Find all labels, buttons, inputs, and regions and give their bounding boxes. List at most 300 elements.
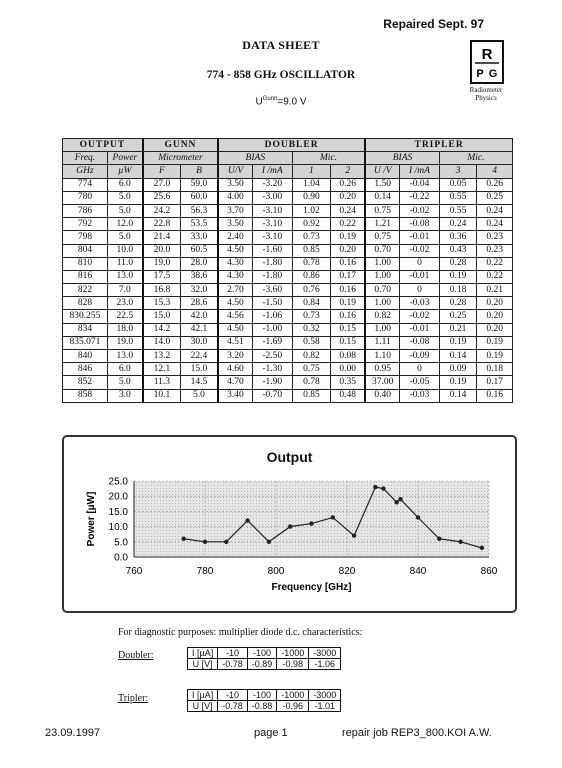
unit-header-cell: 3 [439, 165, 477, 178]
x-tick-label: 780 [196, 566, 214, 577]
svg-text:P: P [476, 68, 484, 80]
data-point [203, 540, 207, 544]
table-cell: 852 [63, 376, 108, 389]
rpg-logo [470, 40, 504, 84]
table-cell: 25.6 [143, 191, 181, 204]
data-point [458, 540, 462, 544]
ugunn-note: $U^{Gunn}=9.0$ V [255, 96, 307, 108]
table-cell: 780 [63, 191, 108, 204]
table-row [63, 284, 513, 297]
doubler-u-label: U [V] [188, 659, 218, 670]
table-cell: 835.071 [63, 336, 108, 349]
table-cell: 0.21 [477, 284, 513, 297]
table-row [63, 231, 513, 244]
table-cell: 3.40 [218, 389, 252, 402]
group-tripler: TRIPLER [365, 139, 512, 152]
tripler-table [187, 689, 341, 712]
footer-date: 23.09.1997 [45, 727, 101, 739]
doubler-i-row [188, 648, 341, 659]
table-cell: 22.8 [143, 218, 181, 231]
table-cell: 0.20 [477, 297, 513, 310]
table-cell: 4.30 [218, 270, 252, 283]
table-cell: -3.10 [252, 218, 292, 231]
tripler-u-cell: -0.88 [247, 701, 277, 712]
data-point [309, 521, 313, 525]
table-cell: 0.40 [365, 389, 399, 402]
table-cell: 3.50 [218, 218, 252, 231]
table-cell: 828 [63, 297, 108, 310]
table-cell: 10.1 [143, 389, 181, 402]
table-cell: -1.80 [252, 257, 292, 270]
table-cell: 14.0 [143, 336, 181, 349]
table-cell: 0.14 [439, 389, 477, 402]
table-row [63, 178, 513, 191]
table-cell: 0.28 [439, 297, 477, 310]
data-point [398, 497, 402, 501]
table-cell: 15.0 [143, 310, 181, 323]
doubler-u-cell: -0.78 [218, 659, 248, 670]
table-cell: 0.25 [477, 191, 513, 204]
table-cell: -2.50 [252, 350, 292, 363]
table-cell: 0.73 [292, 231, 331, 244]
table-cell: 33.0 [180, 231, 218, 244]
table-cell: 0.16 [331, 257, 365, 270]
table-cell: 20.0 [143, 244, 181, 257]
table-cell: 0.85 [292, 244, 331, 257]
table-cell: 858 [63, 389, 108, 402]
table-body [63, 178, 513, 402]
data-point [480, 546, 484, 550]
table-cell: 0.00 [331, 363, 365, 376]
table-row [63, 204, 513, 217]
table-cell: 60.0 [180, 191, 218, 204]
table-row [63, 389, 513, 402]
table-cell: 1.00 [365, 270, 399, 283]
table-cell: 1.50 [365, 178, 399, 191]
y-tick-label: 0.0 [114, 552, 128, 564]
y-axis-label: Power [µW] [86, 491, 97, 547]
y-tick-label: 20.0 [108, 491, 128, 503]
table-cell: 1.00 [365, 257, 399, 270]
table-cell: 0.19 [331, 297, 365, 310]
table-cell: 11.3 [143, 376, 181, 389]
table-sub-header-row [63, 152, 513, 165]
data-point [224, 540, 228, 544]
table-cell: 0.19 [477, 350, 513, 363]
table-cell: -0.09 [400, 350, 440, 363]
table-cell: 0.24 [477, 218, 513, 231]
table-row [63, 350, 513, 363]
table-cell: -3.00 [252, 191, 292, 204]
doubler-table [187, 647, 341, 670]
table-cell: 0.24 [439, 218, 477, 231]
table-cell: 804 [63, 244, 108, 257]
table-cell: -0.02 [400, 204, 440, 217]
table-cell: 0.78 [292, 376, 331, 389]
table-cell: 0.25 [439, 310, 477, 323]
unit-header-cell: I /mA [400, 165, 440, 178]
table-cell: 786 [63, 204, 108, 217]
table-cell: 28.0 [180, 257, 218, 270]
table-cell: 840 [63, 350, 108, 363]
table-cell: 42.0 [180, 310, 218, 323]
table-cell: 2.40 [218, 231, 252, 244]
table-cell: 0.73 [292, 310, 331, 323]
table-cell: 0.17 [331, 270, 365, 283]
table-cell: 32.0 [180, 284, 218, 297]
table-cell: 0.28 [439, 257, 477, 270]
data-point [267, 540, 271, 544]
table-cell: 14.5 [180, 376, 218, 389]
table-row [63, 244, 513, 257]
table-cell: 0.86 [292, 270, 331, 283]
unit-header-cell: µW [107, 165, 142, 178]
table-cell: 0.18 [439, 284, 477, 297]
table-row [63, 323, 513, 336]
table-cell: 0 [400, 363, 440, 376]
table-cell: 0.19 [477, 336, 513, 349]
tripler-i-cell: -100 [247, 690, 277, 701]
table-cell: -1.06 [252, 310, 292, 323]
table-cell: 0.82 [365, 310, 399, 323]
table-cell: 0.26 [477, 178, 513, 191]
tripler-label: Tripler: [118, 693, 149, 704]
table-cell: 13.0 [107, 270, 142, 283]
table-cell: 17.5 [143, 270, 181, 283]
data-point [288, 524, 292, 528]
table-cell: 28.6 [180, 297, 218, 310]
table-cell: -0.08 [400, 218, 440, 231]
table-cell: 0.14 [439, 350, 477, 363]
table-cell: 798 [63, 231, 108, 244]
table-cell: 0.32 [292, 323, 331, 336]
table-cell: 0.20 [477, 310, 513, 323]
table-cell: 19.0 [107, 336, 142, 349]
table-cell: 0 [400, 284, 440, 297]
output-chart [62, 435, 517, 613]
tripler-i-cell: -3000 [309, 690, 341, 701]
table-cell: -0.01 [400, 231, 440, 244]
footer-job: repair job REP3_800.KOI A.W. [342, 727, 492, 739]
table-cell: -1.80 [252, 270, 292, 283]
x-tick-label: 820 [338, 566, 356, 577]
logo-caption: Radiometer Physics [469, 86, 503, 102]
table-cell: 0.58 [292, 336, 331, 349]
table-cell: 0.23 [477, 244, 513, 257]
table-cell: 37.00 [365, 376, 399, 389]
table-cell: 0.14 [365, 191, 399, 204]
rpg-logo-icon [472, 42, 502, 82]
table-cell: 1.02 [292, 204, 331, 217]
group-output: OUTPUT [63, 139, 143, 152]
table-cell: 0.75 [365, 231, 399, 244]
table-cell: 810 [63, 257, 108, 270]
table-cell: 0.75 [365, 204, 399, 217]
table-cell: 816 [63, 270, 108, 283]
table-cell: -0.70 [252, 389, 292, 402]
table-cell: 53.5 [180, 218, 218, 231]
table-cell: 1.00 [365, 297, 399, 310]
table-cell: -3.60 [252, 284, 292, 297]
table-cell: 0.23 [477, 231, 513, 244]
doubler-i-cell: -3000 [309, 648, 341, 659]
chart-title: Output [266, 449, 313, 465]
unit-header-cell: U/V [218, 165, 252, 178]
table-cell: 1.04 [292, 178, 331, 191]
table-cell: 0.78 [292, 257, 331, 270]
table-row [63, 270, 513, 283]
table-cell: 4.00 [218, 191, 252, 204]
y-tick-label: 5.0 [114, 537, 128, 549]
table-cell: -3.20 [252, 178, 292, 191]
table-cell: 0.22 [331, 218, 365, 231]
table-cell: 4.56 [218, 310, 252, 323]
table-cell: 0.16 [331, 310, 365, 323]
table-cell: -0.08 [400, 336, 440, 349]
header-doubler-bias: BIAS [218, 152, 292, 165]
table-cell: 13.0 [107, 350, 142, 363]
table-cell: 0.22 [477, 257, 513, 270]
data-point [395, 500, 399, 504]
table-cell: 1.11 [365, 336, 399, 349]
table-cell: -0.22 [400, 191, 440, 204]
table-cell: 5.0 [180, 389, 218, 402]
table-row [63, 376, 513, 389]
table-cell: 0.19 [331, 231, 365, 244]
table-cell: 5.0 [107, 231, 142, 244]
table-cell: 0.15 [331, 336, 365, 349]
table-cell: 0.48 [331, 389, 365, 402]
tripler-u-row [188, 701, 341, 712]
table-cell: 6.0 [107, 363, 142, 376]
table-cell: -0.02 [400, 244, 440, 257]
table-cell: 0.20 [331, 244, 365, 257]
header-doubler-mic: Mic. [292, 152, 365, 165]
table-cell: 19.0 [143, 257, 181, 270]
diagnostics-intro: For diagnostic purposes: multiplier diode d.c. characteristics: [118, 627, 363, 638]
table-cell: 0.20 [331, 191, 365, 204]
unit-header-cell: U /V [365, 165, 399, 178]
table-cell: 14.2 [143, 323, 181, 336]
table-cell: 18.0 [107, 323, 142, 336]
header-freq: Freq. [63, 152, 108, 165]
table-row [63, 257, 513, 270]
table-cell: 0.20 [477, 323, 513, 336]
table-cell: 15.3 [143, 297, 181, 310]
table-row [63, 297, 513, 310]
table-cell: 0 [400, 257, 440, 270]
doubler-u-cell: -0.98 [277, 659, 309, 670]
x-tick-label: 860 [480, 566, 498, 577]
table-cell: 822 [63, 284, 108, 297]
header-tripler-bias: BIAS [365, 152, 439, 165]
table-cell: 0.43 [439, 244, 477, 257]
table-cell: 0.24 [331, 204, 365, 217]
table-cell: -0.03 [400, 297, 440, 310]
table-cell: 792 [63, 218, 108, 231]
table-cell: -0.04 [400, 178, 440, 191]
tripler-i-row [188, 690, 341, 701]
table-cell: 0.55 [439, 191, 477, 204]
header-micrometer: Micrometer [143, 152, 218, 165]
table-cell: 4.51 [218, 336, 252, 349]
table-cell: -1.69 [252, 336, 292, 349]
table-cell: 10.0 [107, 244, 142, 257]
table-cell: 4.50 [218, 297, 252, 310]
table-cell: 0.17 [477, 376, 513, 389]
table-cell: 42.1 [180, 323, 218, 336]
data-point [381, 486, 385, 490]
doubler-u-cell: -1.06 [309, 659, 341, 670]
table-cell: 22.4 [180, 350, 218, 363]
y-tick-label: 15.0 [108, 506, 128, 518]
table-cell: 774 [63, 178, 108, 191]
doubler-label: Doubler: [118, 650, 154, 661]
table-cell: 22.5 [107, 310, 142, 323]
table-cell: 0.05 [439, 178, 477, 191]
table-row [63, 191, 513, 204]
table-cell: -1.30 [252, 363, 292, 376]
table-cell: 5.0 [107, 376, 142, 389]
table-cell: -0.01 [400, 270, 440, 283]
table-cell: 0.19 [439, 376, 477, 389]
table-cell: 0.84 [292, 297, 331, 310]
data-point [352, 534, 356, 538]
table-cell: 0.82 [292, 350, 331, 363]
doubler-i-label: I [µA] [188, 648, 218, 659]
table-cell: 23.0 [107, 297, 142, 310]
table-cell: 21.4 [143, 231, 181, 244]
data-point [373, 485, 377, 489]
plot-area [134, 481, 489, 557]
table-row [63, 336, 513, 349]
table-cell: 6.0 [107, 178, 142, 191]
doubler-u-cell: -0.89 [247, 659, 277, 670]
table-cell: 24.2 [143, 204, 181, 217]
table-cell: 0.92 [292, 218, 331, 231]
doubler-i-cell: -1000 [277, 648, 309, 659]
x-axis-label: Frequency [GHz] [271, 582, 352, 593]
table-cell: 4.50 [218, 323, 252, 336]
page-title: DATA SHEET [242, 38, 320, 52]
table-cell: 7.0 [107, 284, 142, 297]
table-cell: -1.50 [252, 297, 292, 310]
table-cell: 0.85 [292, 389, 331, 402]
table-cell: 16.8 [143, 284, 181, 297]
unit-header-cell: 1 [292, 165, 331, 178]
tripler-i-cell: -1000 [277, 690, 309, 701]
table-cell: 0.26 [331, 178, 365, 191]
table-cell: 3.50 [218, 178, 252, 191]
table-cell: -1.90 [252, 376, 292, 389]
table-cell: -3.10 [252, 231, 292, 244]
table-cell: 0.75 [292, 363, 331, 376]
table-cell: 0.15 [331, 323, 365, 336]
data-point [245, 518, 249, 522]
group-doubler: DOUBLER [218, 139, 365, 152]
table-cell: 60.5 [180, 244, 218, 257]
y-tick-label: 10.0 [108, 522, 128, 534]
table-cell: 4.30 [218, 257, 252, 270]
data-point [437, 537, 441, 541]
table-cell: -3.10 [252, 204, 292, 217]
table-cell: -1.60 [252, 244, 292, 257]
table-cell: 1.00 [365, 323, 399, 336]
tripler-u-cell: -0.96 [277, 701, 309, 712]
table-cell: 3.70 [218, 204, 252, 217]
table-cell: 3.0 [107, 389, 142, 402]
table-cell: 0.19 [439, 336, 477, 349]
table-cell: 3.20 [218, 350, 252, 363]
table-row [63, 310, 513, 323]
unit-header-cell: B [180, 165, 218, 178]
unit-header-cell: F [143, 165, 181, 178]
table-cell: 0.18 [477, 363, 513, 376]
repaired-note: Repaired Sept. 97 [383, 17, 484, 31]
table-cell: 0.16 [331, 284, 365, 297]
table-cell: 0.70 [365, 284, 399, 297]
table-cell: 27.0 [143, 178, 181, 191]
tripler-u-label: U [V] [188, 701, 218, 712]
table-cell: 830.255 [63, 310, 108, 323]
table-cell: 846 [63, 363, 108, 376]
page-subtitle: 774 - 858 GHz OSCILLATOR [206, 69, 356, 81]
doubler-i-cell: -10 [218, 648, 248, 659]
chart-svg [64, 437, 515, 611]
tripler-u-cell: -0.78 [218, 701, 248, 712]
table-group-header-row [63, 139, 513, 152]
svg-text:G: G [488, 68, 498, 80]
table-cell: 0.24 [477, 204, 513, 217]
table-cell: 0.19 [439, 270, 477, 283]
data-table [62, 138, 513, 403]
unit-header-cell: 2 [331, 165, 365, 178]
table-cell: 4.70 [218, 376, 252, 389]
data-point [182, 537, 186, 541]
table-cell: 5.0 [107, 204, 142, 217]
table-cell: 0.70 [365, 244, 399, 257]
tripler-i-cell: -10 [218, 690, 248, 701]
table-cell: -1.00 [252, 323, 292, 336]
table-cell: -0.03 [400, 389, 440, 402]
data-point [331, 515, 335, 519]
table-cell: 13.2 [143, 350, 181, 363]
table-cell: 38.6 [180, 270, 218, 283]
table-cell: 30.0 [180, 336, 218, 349]
table-cell: 0.08 [331, 350, 365, 363]
unit-header-cell: I /mA [252, 165, 292, 178]
y-tick-label: 25.0 [108, 476, 128, 488]
table-cell: 2.70 [218, 284, 252, 297]
header-power: Power [107, 152, 142, 165]
table-cell: 0.21 [439, 323, 477, 336]
table-cell: 4.50 [218, 244, 252, 257]
tripler-i-label: I [µA] [188, 690, 218, 701]
table-cell: -0.01 [400, 323, 440, 336]
table-cell: 15.0 [180, 363, 218, 376]
svg-text:R: R [481, 46, 493, 63]
table-cell: 0.55 [439, 204, 477, 217]
tripler-u-cell: -1.01 [309, 701, 341, 712]
table-cell: 0.09 [439, 363, 477, 376]
table-cell: 56.3 [180, 204, 218, 217]
table-cell: 1.21 [365, 218, 399, 231]
table-cell: 0.22 [477, 270, 513, 283]
table-row [63, 363, 513, 376]
table-cell: 5.0 [107, 191, 142, 204]
table-cell: 11.0 [107, 257, 142, 270]
x-tick-label: 800 [267, 566, 285, 577]
